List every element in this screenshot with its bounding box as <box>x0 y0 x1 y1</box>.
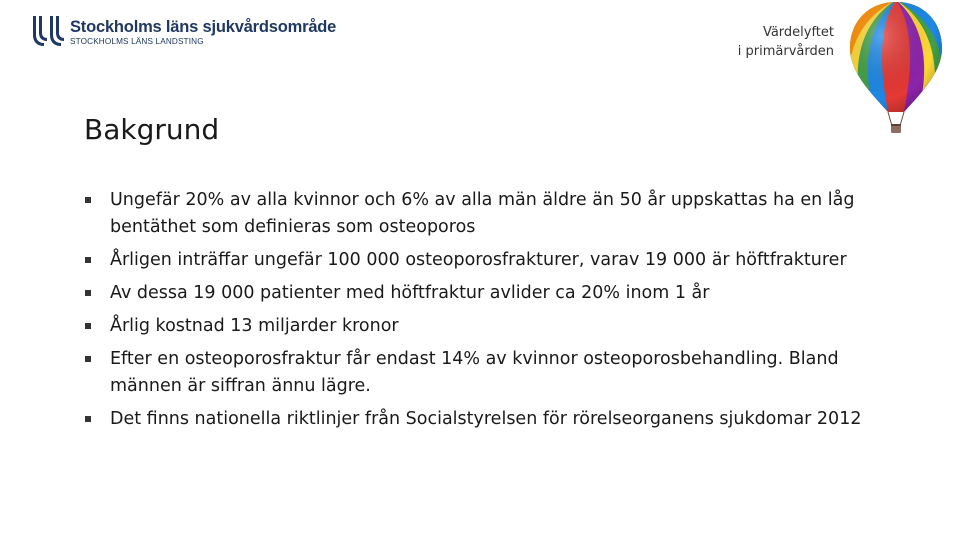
square-bullet-icon <box>85 257 91 263</box>
hot-air-balloon-image <box>846 0 946 140</box>
slide-title: Bakgrund <box>84 113 220 146</box>
bullet-text: Det finns nationella riktlinjer från Socialstyrelsen för rörelseorganens sjukdomar 2012 <box>110 409 862 429</box>
bullet-text: Årligen inträffar ungefär 100 000 osteoporosfrakturer, varav 19 000 är höftfrakturer <box>110 250 847 270</box>
bullet-list <box>84 187 904 439</box>
caption-line-1: Värdelyftet <box>762 25 834 40</box>
bullet-item <box>84 406 904 433</box>
square-bullet-icon <box>85 356 91 362</box>
caption-line-2: i primärvården <box>737 44 834 59</box>
logo-name: Stockholms läns sjukvårdsområde <box>70 17 337 36</box>
square-bullet-icon <box>85 197 91 203</box>
bullet-text: Ungefär 20% av alla kvinnor och 6% av alla män äldre än 50 år uppskattas ha en låg bentäthet som definieras som osteoporos <box>110 190 855 237</box>
bullet-item <box>84 280 904 307</box>
bullet-item <box>84 346 904 400</box>
bullet-text: Efter en osteoporosfraktur får endast 14% av kvinnor osteoporosbehandling. Bland männen är siffran ännu lägre. <box>110 349 839 396</box>
sll-logo-icon <box>30 16 66 48</box>
bullet-text: Årlig kostnad 13 miljarder kronor <box>110 316 399 336</box>
header-caption <box>738 23 834 61</box>
bullet-item <box>84 313 904 340</box>
logo-subtitle: STOCKHOLMS LÄNS LANDSTING <box>70 36 204 46</box>
square-bullet-icon <box>85 416 91 422</box>
square-bullet-icon <box>85 323 91 329</box>
bullet-text: Av dessa 19 000 patienter med höftfraktur avlider ca 20% inom 1 år <box>110 283 710 303</box>
bullet-item <box>84 247 904 274</box>
organization-logo <box>30 16 336 48</box>
bullet-item <box>84 187 904 241</box>
square-bullet-icon <box>85 290 91 296</box>
